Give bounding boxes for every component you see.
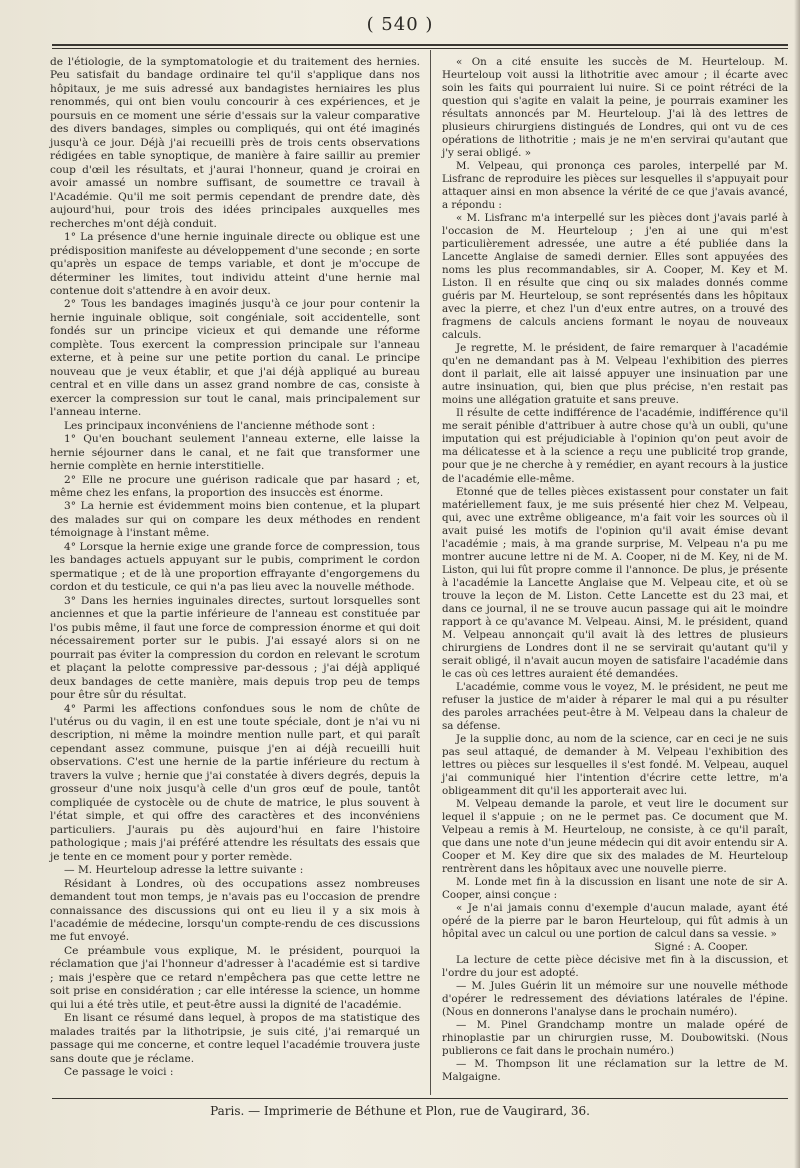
paragraph: M. Velpeau demande la parole, et veut lire le document sur lequel il s'appuie ; on ne le permet pas. Ce document que M. Velpeau a remis à M. Heurteloup, ne consiste, à ce qu'il paraît, que dans une note d'un jeune médecin qui dit avoir entendu sir A. Cooper et M. Key dire que six des malades de M. Heurteloup rentrèrent dans les hôpitaux avec une nouvelle pierre. (442, 797, 788, 875)
paragraph: Je regrette, M. le président, de faire remarquer à l'académie qu'en ne demandant pas à M. Velpeau l'exhibition des pierres dont il parlait, elle ait laissé appuyer une insinuation par une autre insinuation, qui, bien que plus précise, n'en restait pas moins une allégation gratuite et sans preuve. (442, 342, 788, 407)
paragraph: de l'étiologie, de la symptomatologie et du traitement des hernies. Peu satisfait du bandage ordinaire tel qu'il s'applique dans nos hôpitaux, je me suis adressé aux bandagistes herniaires les plus renommés, qui ont bien voulu concourir à ces expériences, et je poursuis en ce moment une série d'essais sur la valeur comparative des divers bandages, simples ou compliqués, qui ont été imaginés jusqu'à ce jour. Déjà j'ai recueilli près de trois cents observations rédigées en table synoptique, de manière à faire saillir au premier coup d'œil les résultats, et j'aurai l'honneur, quand je croirai en avoir amassé un nombre suffisant, de soumettre ce travail à l'Académie. Qu'il me soit permis cependant de prendre date, dès aujourd'hui, pour trois des idées principales auxquelles mes recherches m'ont déjà conduit. (50, 56, 420, 230)
paragraph: Ce préambule vous explique, M. le président, pourquoi la réclamation que j'ai l'honneur d'adresser à l'académie est si tardive ; mais j'espère que ce retard n'empêchera pas que cette lettre ne soit prise en considération ; car elle intéresse la science, un homme qui lui a été très utile, et peut-être aussi la dignité de l'académie. (50, 944, 420, 1011)
paragraph: — M. Jules Guérin lit un mémoire sur une nouvelle méthode d'opérer le redressement des déviations latérales de l'épine. (Nous en donnerons l'analyse dans le prochain numéro). (442, 980, 788, 1019)
paragraph: Je la supplie donc, au nom de la science, car en ceci je ne suis pas seul attaqué, de demander à M. Velpeau l'exhibition des lettres ou pièces sur lesquelles il s'est fondé. M. Velpeau, auquel j'ai communiqué hier l'intention d'écrire cette lettre, m'a obligeamment dit qu'il les apporterait avec lui. (442, 732, 788, 797)
paragraph: « Je n'ai jamais connu d'exemple d'aucun malade, ayant été opéré de la pierre par le baron Heurteloup, qui fût admis à un hôpital avec un calcul ou une portion de calcul dans sa vessie. » (442, 902, 788, 941)
page-number: ( 540 ) (366, 14, 434, 35)
paragraph: 3° La hernie est évidemment moins bien contenue, et la plupart des malades sur qui on compare les deux méthodes en rendent témoignage à l'instant même. (50, 500, 420, 540)
right-column (442, 56, 788, 1084)
paragraph: 2° Tous les bandages imaginés jusqu'à ce jour pour contenir la hernie inguinale oblique, soit congéniale, soit accidentelle, sont fondés sur un principe vicieux et qui demande une réforme complète. Tous exercent la compression principale sur l'anneau externe, et à peine sur une petite portion du canal. Le principe nouveau que je veux établir, et que j'ai déjà appliqué au bureau central et en ville dans un assez grand nombre de cas, consiste à exercer la compression sur tout le canal, mais principalement sur l'anneau interne. (50, 298, 420, 419)
paragraph: Résidant à Londres, où des occupations assez nombreuses demandent tout mon temps, je n'avais pas eu l'occasion de prendre connaissance des discussions qui ont eu lieu il y a six mois à l'académie de médecine, lorsqu'un compte-rendu de ces discussions me fut envoyé. (50, 877, 420, 944)
paragraph: 1° Qu'en bouchant seulement l'anneau externe, elle laisse la hernie séjourner dans le canal, et ne fait que transformer une hernie complète en hernie interstitielle. (50, 433, 420, 473)
paragraph: 4° Lorsque la hernie exige une grande force de compression, tous les bandages actuels appuyant sur le pubis, compriment le cordon spermatique ; et de là une proportion effrayante d'engorgemens du cordon et du testicule, ce qui n'a pas lieu avec la nouvelle méthode. (50, 540, 420, 594)
paragraph: En lisant ce résumé dans lequel, à propos de ma statistique des malades traités par la lithotripsie, je suis cité, j'ai remarqué un passage qui me concerne, et contre lequel l'académie trouvera juste sans doute que je réclame. (50, 1012, 420, 1065)
header-rule (52, 44, 788, 49)
paragraph: — M. Thompson lit une réclamation sur la lettre de M. Malgaigne. (442, 1058, 788, 1084)
paragraph: 1° La présence d'une hernie inguinale directe ou oblique est une prédisposition manifeste au développement d'une seconde ; en sorte qu'après un espace de temps variable, et dont je m'occupe de déterminer les limites, tout individu atteint d'une hernie mal contenue doit s'attendre à en avoir deux. (50, 231, 420, 297)
paragraph: 3° Dans les hernies inguinales directes, surtout lorsquelles sont anciennes et que la partie inférieure de l'anneau est constituée par l'os pubis même, il faut une force de compression énorme et qui doit nécessairement porter sur le pubis. J'ai essayé alors si on ne pourrait pas éviter la compression du cordon en relevant le scrotum et plaçant la pelotte compressive par-dessous ; j'ai déjà appliqué deux bandages de cette manière, mais depuis trop peu de temps pour être sûr du résultat. (50, 594, 420, 702)
paragraph: Ce passage le voici : (64, 1066, 174, 1079)
footer-rule (52, 1098, 788, 1099)
left-column (50, 56, 420, 1080)
printer-imprint: Paris. — Imprimerie de Béthune et Plon, rue de Vaugirard, 36. (210, 1104, 590, 1118)
paragraph: — M. Pinel Grandchamp montre un malade opéré de rhinoplastie par un chirurgien russe, M. Doubowitski. (Nous publierons ce fait dans le prochain numéro.) (442, 1019, 788, 1058)
paragraph: M. Velpeau, qui prononça ces paroles, interpellé par M. Lisfranc de reproduire les pièces sur lesquelles il s'appuyait pour attaquer ainsi en mon absence la vérité de ce que j'avais avancé, a répondu : (442, 160, 788, 212)
paragraph: 4° Parmi les affections confondues sous le nom de chûte de l'utérus ou du vagin, il en est une toute spéciale, dont je n'ai vu ni description, ni même la moindre mention nulle part, et qui paraît cependant assez commune, puisque j'en ai déjà recueilli huit observations. C'est une hernie de la partie inférieure du rectum à travers la vulve ; hernie que j'ai constatée à divers degrés, depuis la grosseur d'une noix jusqu'à celle d'un gros œuf de poule, tantôt compliquée de cystocèle ou de chute de matrice, le plus souvent à l'état simple, et qui offre des caractères et des inconvéniens particuliers. J'aurais pu dès aujourd'hui en faire l'histoire pathologique ; mais j'ai préféré attendre les résultats des essais que je tente en ce moment pour y porter remède. (50, 702, 420, 863)
paragraph: Etonné que de telles pièces existassent pour constater un fait matériellement faux, je me suis présenté hier chez M. Velpeau, qui, avec une extrême obligeance, m'a fait voir les sources où il avait puisé les motifs de l'opinion qu'il avait émise devant l'académie ; mais, à ma grande surprise, M. Velpeau n'a pu me montrer aucune lettre ni de M. A. Cooper, ni de M. Key, ni de M. Liston, qui lui fût propre comme il l'annonce. De plus, je présente à l'académie la Lancette Anglaise que M. Velpeau cite, et où se trouve la leçon de M. Liston. Cette Lancette est du 23 mai, et dans ce journal, il ne se trouve aucun passage qui ait le moindre rapport à ce qu'avance M. Velpeau. Ainsi, M. le président, quand M. Velpeau annonçait qu'il avait là des lettres de plusieurs chirurgiens de Londres dont il ne se servirait qu'autant qu'il y serait obligé, il n'avait aucun moyen de satisfaire l'académie dans le cas où ces lettres auraient été demandées. (442, 485, 788, 680)
paragraph: Signé : A. Cooper. (654, 941, 748, 954)
paragraph: Il résulte de cette indifférence de l'académie, indifférence qu'il me serait pénible d'attribuer à autre chose qu'à un oubli, qu'une imputation qui est préjudiciable à l'opinion qu'on peut avoir de ma délicatesse et à la science a reçu une publicité trop grande, pour que je ne cherche à y remédier, en ayant recours à la justice de l'académie elle-même. (442, 407, 788, 485)
paragraph: « On a cité ensuite les succès de M. Heurteloup. M. Heurteloup voit aussi la lithotritie avec amour ; il écarte avec soin les faits qui pourraient lui nuire. Si ce point rétréci de la question qui s'agite en valait la peine, je pourrais examiner les résultats annoncés par M. Heurteloup. J'ai là des lettres de plusieurs chirurgiens distingués de Londres, qui ont vu de ces opérations de lithotritie ; mais je ne m'en servirai qu'autant que j'y serai obligé. » (442, 56, 788, 160)
paragraph: L'académie, comme vous le voyez, M. le président, ne peut me refuser la justice de m'aider à réparer le mal qui a pu résulter des paroles arrachées peut-être à M. Velpeau dans la chaleur de sa défense. (442, 680, 788, 732)
paragraph: La lecture de cette pièce décisive met fin à la discussion, et l'ordre du jour est adopté. (442, 954, 788, 980)
paragraph: Les principaux inconvéniens de l'ancienne méthode sont : (64, 419, 376, 432)
column-divider (430, 50, 431, 1095)
paragraph: 2° Elle ne procure une guérison radicale que par hasard ; et, même chez les enfans, la proportion des insuccès est énorme. (50, 473, 420, 499)
page-edge-shadow (794, 0, 800, 1168)
paragraph: M. Londe met fin à la discussion en lisant une note de sir A. Cooper, ainsi conçue : (442, 875, 788, 901)
paragraph: « M. Lisfranc m'a interpellé sur les pièces dont j'avais parlé à l'occasion de M. Heurteloup ; j'en ai une qui m'est particulièrement adressée, une autre a été publiée dans la Lancette Anglaise de samedi dernier. Elles sont appuyées des noms les plus recommandables, sir A. Cooper, M. Key et M. Liston. Il en résulte que cinq ou six malades donnés comme guéris par M. Heurteloup, se sont représentés dans les hôpitaux avec la pierre, et chez l'un d'eux entre autres, on a trouvé des fragmens de calculs anciens formant le noyau de nouveaux calculs. (442, 212, 788, 342)
paragraph: — M. Heurteloup adresse la lettre suivante : (64, 864, 304, 877)
